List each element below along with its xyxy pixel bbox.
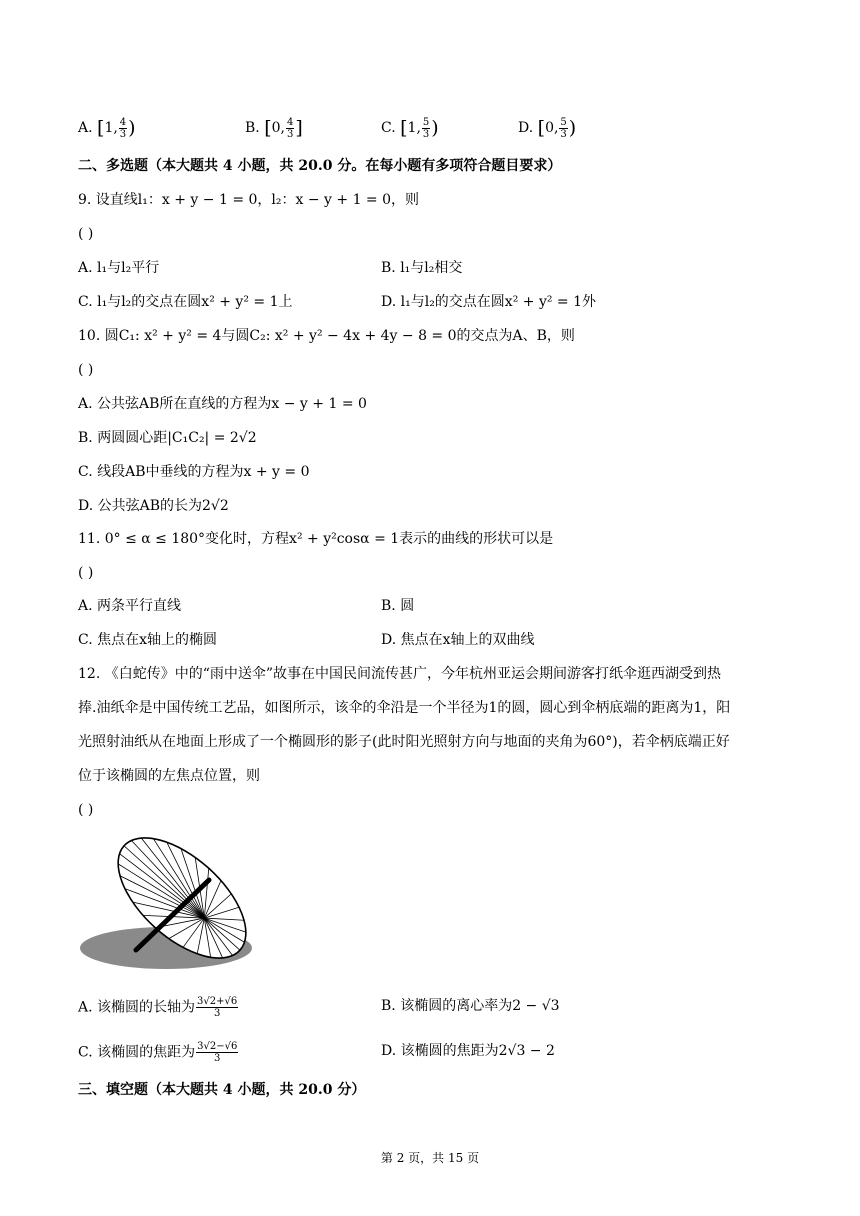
q12-paren: ( ) <box>78 802 94 818</box>
q8-option-c: C. [1, $\frac{5}{3}$ ) <box>381 116 439 140</box>
q12-line3: 光照射油纸从在地面上形成了一个椭圆形的影子(此时阳光照射方向与地面的夹角为60°)，若伞柄底端正好 <box>78 734 730 750</box>
q10-option-d: D. 公共弦AB的长为2√2 <box>78 498 229 514</box>
q11-option-c: C. 焦点在x轴上的椭圆 <box>78 632 218 648</box>
q11-option-d: D. 焦点在x轴上的双曲线 <box>381 632 535 648</box>
section2-header: 二、多选题（本大题共 4 小题，共 20.0 分。在每小题有多项符合题目要求） <box>78 158 562 174</box>
q8-option-a: A. [1, $\frac{4}{3}$ ) <box>78 116 136 140</box>
q9-stem: 9. 设直线l₁：x + y − 1 = 0，l₂：x − y + 1 = 0，则 <box>78 192 420 208</box>
q9-option-d: D. l₁与l₂的交点在圆x² + y² = 1外 <box>381 294 597 310</box>
section3-header: 三、填空题（本大题共 4 小题，共 20.0 分） <box>78 1082 366 1098</box>
q10-option-c: C. 线段AB中垂线的方程为x + y = 0 <box>78 464 310 480</box>
q12-line2: 捧.油纸伞是中国传统工艺品，如图所示，该伞的伞沿是一个半径为1的圆，圆心到伞柄底端的距离为1，阳 <box>78 700 731 716</box>
q12-option-d: D. 该椭圆的焦距为2√3 − 2 <box>381 1043 555 1059</box>
q8-option-b: B. [0, $\frac{4}{3}$ ] <box>245 116 303 140</box>
page-footer: 第 2 页，共 15 页 <box>380 1151 480 1165</box>
q11-paren: ( ) <box>78 565 94 581</box>
q12-option-a: A. 该椭圆的长轴为 $\frac{3√2+√6}{3}$ <box>78 996 238 1019</box>
q9-option-a: A. l₁与l₂平行 <box>78 260 160 276</box>
q12-line1: 12. 《白蛇传》中的“雨中送伞”故事在中国民间流传甚广，今年杭州亚运会期间游客打纸伞逛西湖受到热 <box>78 666 722 682</box>
q10-paren: ( ) <box>78 362 94 378</box>
q9-option-c: C. l₁与l₂的交点在圆x² + y² = 1上 <box>78 294 293 310</box>
q11-option-b: B. 圆 <box>381 598 415 614</box>
q10-option-a: A. 公共弦AB所在直线的方程为x − y + 1 = 0 <box>78 396 367 412</box>
q11-option-a: A. 两条平行直线 <box>78 598 182 614</box>
q10-stem: 10. 圆C₁: x² + y² = 4与圆C₂: x² + y² − 4x + 4y − 8 = 0的交点为A、B，则 <box>78 328 575 344</box>
q12-option-b: B. 该椭圆的离心率为2 − √3 <box>381 998 560 1014</box>
q11-stem: 11. 0° ≤ α ≤ 180°变化时，方程x² + y²cosα = 1表示的曲线的形状可以是 <box>78 531 554 547</box>
q9-paren: ( ) <box>78 226 94 242</box>
umbrella-illustration <box>78 826 268 976</box>
q9-option-b: B. l₁与l₂相交 <box>381 260 463 276</box>
q10-option-b: B. 两圆圆心距|C₁C₂| = 2√2 <box>78 430 257 446</box>
q12-line4: 位于该椭圆的左焦点位置，则 <box>78 768 260 784</box>
q12-option-c: C. 该椭圆的焦距为 $\frac{3√2-√6}{3}$ <box>78 1041 238 1064</box>
q8-option-d: D. [0, $\frac{5}{3}$ ) <box>518 116 577 140</box>
